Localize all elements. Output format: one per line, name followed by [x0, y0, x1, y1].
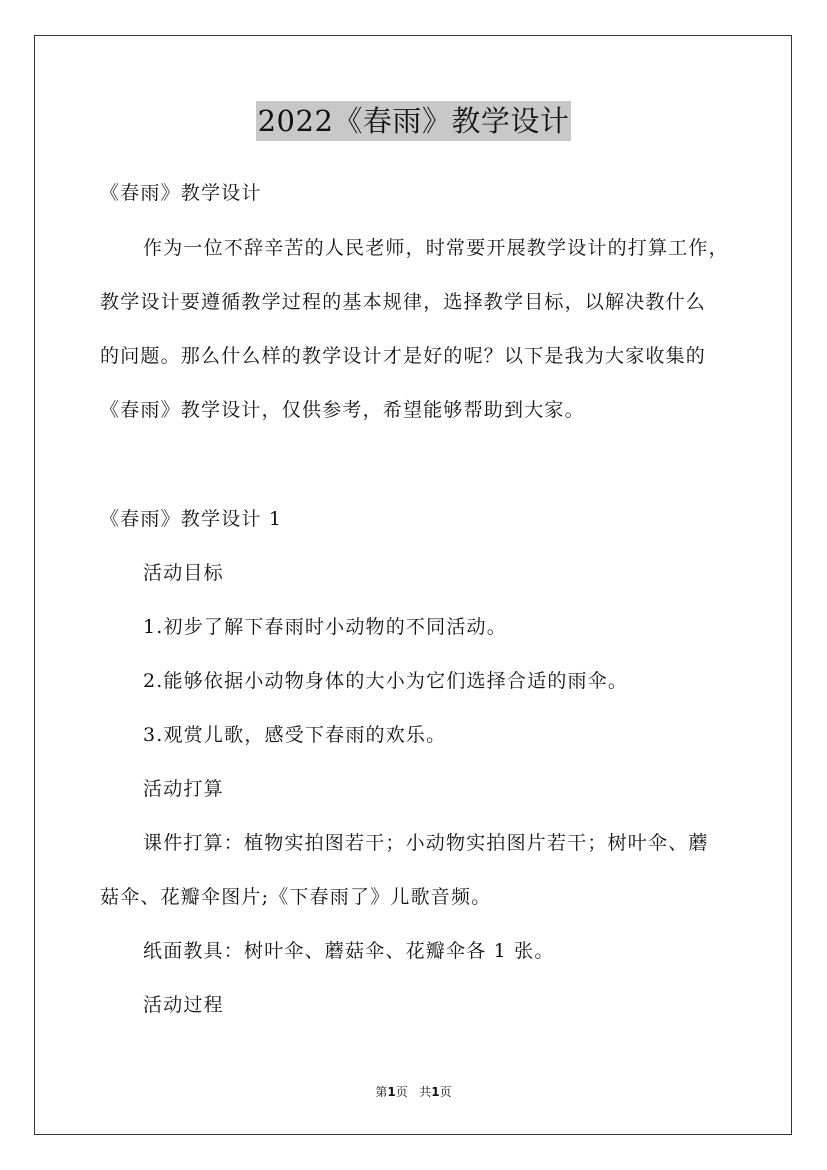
- footer-page-unit: 页: [395, 1085, 408, 1099]
- page-footer: [0, 1084, 827, 1100]
- paragraph-line: 作为一位不辞辛苦的人民老师，时常要开展教学设计的打算工作，: [143, 237, 729, 259]
- goal-item: 2.能够依据小动物身体的大小为它们选择合适的雨伞。: [143, 670, 629, 692]
- footer-total-unit: 页: [439, 1085, 452, 1099]
- subheading-activity-preparation: 活动打算: [143, 778, 224, 800]
- paragraph-line: 菇伞、花瓣伞图片;《下春雨了》儿歌音频。: [100, 886, 492, 908]
- subheading-activity-goals: 活动目标: [143, 562, 224, 584]
- paragraph-line: 的问题。那么什么样的教学设计才是好的呢？以下是我为大家收集的: [100, 345, 707, 367]
- paragraph-line: 《春雨》教学设计，仅供参考，希望能够帮助到大家。: [100, 399, 585, 421]
- footer-total-prefix: 共: [419, 1085, 432, 1099]
- intro-heading: 《春雨》教学设计: [100, 182, 262, 204]
- paragraph-line: 课件打算：植物实拍图若干；小动物实拍图片若干；树叶伞、蘑: [143, 832, 709, 854]
- document-title: 2022《春雨》教学设计: [256, 101, 572, 141]
- title-container: [0, 101, 827, 141]
- subheading-activity-process: 活动过程: [143, 994, 224, 1016]
- goal-item: 3.观赏儿歌，感受下春雨的欢乐。: [143, 724, 447, 746]
- footer-page-current: 1: [387, 1085, 396, 1099]
- footer-page-prefix: 第: [375, 1085, 388, 1099]
- paragraph-line: 教学设计要遵循教学过程的基本规律，选择教学目标，以解决教什么: [100, 291, 707, 313]
- section-heading: 《春雨》教学设计 1: [100, 508, 283, 530]
- paragraph-line: 纸面教具：树叶伞、蘑菇伞、花瓣伞各 1 张。: [143, 940, 555, 962]
- footer-page-total: 1: [431, 1085, 440, 1099]
- goal-item: 1.初步了解下春雨时小动物的不同活动。: [143, 616, 507, 638]
